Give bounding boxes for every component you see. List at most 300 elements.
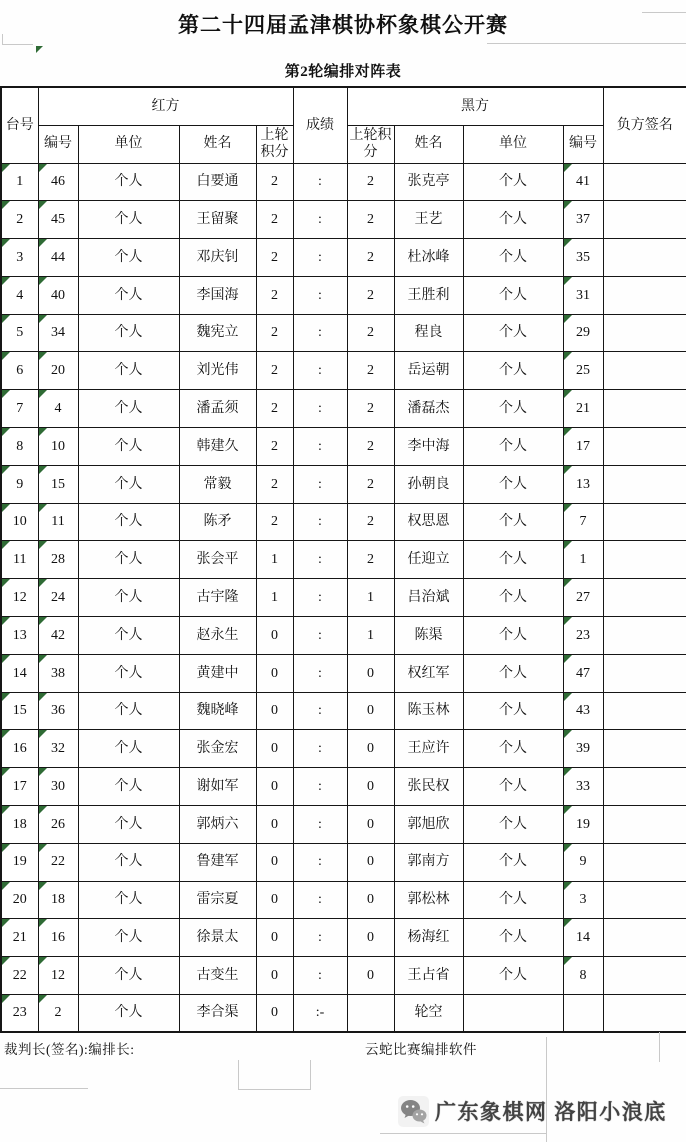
cell-table-no: 15 xyxy=(1,692,38,730)
cell-result: : xyxy=(293,919,347,957)
cell-black-name: 程良 xyxy=(394,314,463,352)
cell-black-name: 杜冰峰 xyxy=(394,239,463,277)
cell-black-name: 吕治斌 xyxy=(394,579,463,617)
cell-black-prev-score: 0 xyxy=(347,654,394,692)
cell-red-number: 45 xyxy=(38,201,78,239)
cell-red-name: 陈矛 xyxy=(179,503,256,541)
cell-black-prev-score: 2 xyxy=(347,276,394,314)
pairing-row xyxy=(1,617,686,655)
cell-red-unit: 个人 xyxy=(78,617,179,655)
cell-loser-signature xyxy=(603,352,686,390)
cell-black-unit: 个人 xyxy=(463,201,563,239)
scan-artifact-line xyxy=(659,1032,660,1062)
cell-black-number: 1 xyxy=(563,541,603,579)
scan-artifact-line xyxy=(380,1133,546,1134)
cell-black-number: 9 xyxy=(563,843,603,881)
cell-black-name: 张民权 xyxy=(394,768,463,806)
footer-judge-line: 裁判长(签名):编排长: xyxy=(4,1042,135,1057)
cell-result: : xyxy=(293,428,347,466)
cell-red-number: 26 xyxy=(38,806,78,844)
cell-black-name: 郭南方 xyxy=(394,843,463,881)
cell-black-unit: 个人 xyxy=(463,428,563,466)
pairing-row xyxy=(1,654,686,692)
cell-loser-signature xyxy=(603,806,686,844)
cell-table-no: 4 xyxy=(1,276,38,314)
cell-loser-signature xyxy=(603,503,686,541)
cell-table-no: 11 xyxy=(1,541,38,579)
cell-table-no: 19 xyxy=(1,843,38,881)
cell-red-name: 韩建久 xyxy=(179,428,256,466)
cell-black-prev-score: 0 xyxy=(347,692,394,730)
cell-table-no: 1 xyxy=(1,163,38,201)
header-red-number: 编号 xyxy=(38,125,78,163)
cell-result: : xyxy=(293,692,347,730)
cell-loser-signature xyxy=(603,314,686,352)
cell-result: :- xyxy=(293,995,347,1033)
cell-red-name: 郭炳六 xyxy=(179,806,256,844)
cell-red-number: 40 xyxy=(38,276,78,314)
cell-red-unit: 个人 xyxy=(78,995,179,1033)
cell-table-no: 6 xyxy=(1,352,38,390)
cell-black-prev-score: 2 xyxy=(347,201,394,239)
wechat-icon xyxy=(398,1096,429,1127)
cell-loser-signature xyxy=(603,239,686,277)
cell-red-number: 28 xyxy=(38,541,78,579)
pairing-row xyxy=(1,201,686,239)
cell-black-name: 陈玉林 xyxy=(394,692,463,730)
cell-red-unit: 个人 xyxy=(78,428,179,466)
pairing-row xyxy=(1,881,686,919)
cell-red-name: 雷宗夏 xyxy=(179,881,256,919)
cell-black-prev-score: 0 xyxy=(347,806,394,844)
pairing-row xyxy=(1,428,686,466)
cell-red-unit: 个人 xyxy=(78,541,179,579)
cell-red-prev-score: 0 xyxy=(256,919,293,957)
pairing-row xyxy=(1,314,686,352)
cell-red-name: 李合渠 xyxy=(179,995,256,1033)
cell-red-prev-score: 0 xyxy=(256,654,293,692)
cell-red-number: 44 xyxy=(38,239,78,277)
scan-artifact-line xyxy=(310,1060,311,1089)
pairing-row xyxy=(1,579,686,617)
cell-result: : xyxy=(293,390,347,428)
cell-red-prev-score: 1 xyxy=(256,579,293,617)
pairing-row xyxy=(1,239,686,277)
cell-red-number: 30 xyxy=(38,768,78,806)
cell-red-number: 38 xyxy=(38,654,78,692)
cell-black-prev-score: 2 xyxy=(347,428,394,466)
cell-black-number: 29 xyxy=(563,314,603,352)
cell-red-number: 16 xyxy=(38,919,78,957)
cell-black-unit: 个人 xyxy=(463,881,563,919)
cell-red-prev-score: 2 xyxy=(256,163,293,201)
cell-result: : xyxy=(293,806,347,844)
cell-red-unit: 个人 xyxy=(78,352,179,390)
cell-result: : xyxy=(293,503,347,541)
cell-red-name: 李国海 xyxy=(179,276,256,314)
footer-software-credit: 云蛇比赛编排软件 xyxy=(365,1042,477,1057)
cell-black-unit: 个人 xyxy=(463,352,563,390)
header-black-unit: 单位 xyxy=(463,125,563,163)
pairing-row xyxy=(1,163,686,201)
cell-loser-signature xyxy=(603,541,686,579)
cell-red-number: 24 xyxy=(38,579,78,617)
cell-table-no: 5 xyxy=(1,314,38,352)
cell-red-prev-score: 2 xyxy=(256,503,293,541)
cell-black-number: 25 xyxy=(563,352,603,390)
cell-table-no: 9 xyxy=(1,465,38,503)
cell-red-number: 10 xyxy=(38,428,78,466)
cell-table-no: 18 xyxy=(1,806,38,844)
cell-red-name: 黄建中 xyxy=(179,654,256,692)
cell-result: : xyxy=(293,579,347,617)
pairing-row xyxy=(1,768,686,806)
cell-red-prev-score: 0 xyxy=(256,768,293,806)
header-red-prev-score: 上轮积分 xyxy=(256,125,293,163)
cell-black-number: 23 xyxy=(563,617,603,655)
pairing-row xyxy=(1,957,686,995)
cell-black-unit: 个人 xyxy=(463,692,563,730)
cell-black-number: 43 xyxy=(563,692,603,730)
cell-red-prev-score: 0 xyxy=(256,957,293,995)
cell-result: : xyxy=(293,617,347,655)
cell-black-unit: 个人 xyxy=(463,579,563,617)
cell-result: : xyxy=(293,276,347,314)
cell-loser-signature xyxy=(603,201,686,239)
cell-table-no: 14 xyxy=(1,654,38,692)
cell-black-name: 岳运朝 xyxy=(394,352,463,390)
cell-red-unit: 个人 xyxy=(78,806,179,844)
cell-loser-signature xyxy=(603,163,686,201)
cell-loser-signature xyxy=(603,617,686,655)
cell-black-name: 王占省 xyxy=(394,957,463,995)
pairing-row xyxy=(1,276,686,314)
cell-black-prev-score: 2 xyxy=(347,163,394,201)
cell-black-number: 39 xyxy=(563,730,603,768)
cell-black-prev-score: 1 xyxy=(347,579,394,617)
cell-black-unit: 个人 xyxy=(463,768,563,806)
cell-table-no: 13 xyxy=(1,617,38,655)
cell-red-unit: 个人 xyxy=(78,579,179,617)
cell-black-name: 李中海 xyxy=(394,428,463,466)
header-red-name: 姓名 xyxy=(179,125,256,163)
pairing-row xyxy=(1,995,686,1033)
cell-black-prev-score: 0 xyxy=(347,881,394,919)
cell-red-name: 赵永生 xyxy=(179,617,256,655)
cell-table-no: 22 xyxy=(1,957,38,995)
cell-red-unit: 个人 xyxy=(78,201,179,239)
cell-loser-signature xyxy=(603,730,686,768)
cell-red-prev-score: 0 xyxy=(256,806,293,844)
cell-table-no: 17 xyxy=(1,768,38,806)
header-table-no: 台号 xyxy=(1,87,38,163)
cell-red-prev-score: 0 xyxy=(256,692,293,730)
cell-table-no: 12 xyxy=(1,579,38,617)
cell-red-unit: 个人 xyxy=(78,654,179,692)
cell-black-number: 37 xyxy=(563,201,603,239)
pairing-row xyxy=(1,692,686,730)
cell-black-number xyxy=(563,995,603,1033)
pairing-row xyxy=(1,919,686,957)
cell-red-name: 鲁建军 xyxy=(179,843,256,881)
cell-black-name: 郭旭欣 xyxy=(394,806,463,844)
cell-black-number: 7 xyxy=(563,503,603,541)
cell-red-prev-score: 2 xyxy=(256,352,293,390)
cell-black-name: 郭松林 xyxy=(394,881,463,919)
cell-table-no: 2 xyxy=(1,201,38,239)
pairing-row xyxy=(1,806,686,844)
cell-loser-signature xyxy=(603,957,686,995)
cell-table-no: 3 xyxy=(1,239,38,277)
scan-artifact-line xyxy=(0,1088,88,1089)
cell-loser-signature xyxy=(603,692,686,730)
cell-red-unit: 个人 xyxy=(78,768,179,806)
pairing-table xyxy=(0,86,686,1033)
cell-red-name: 徐景太 xyxy=(179,919,256,957)
cell-loser-signature xyxy=(603,276,686,314)
cell-red-name: 古宇隆 xyxy=(179,579,256,617)
cell-black-number: 13 xyxy=(563,465,603,503)
cell-table-no: 20 xyxy=(1,881,38,919)
cell-result: : xyxy=(293,163,347,201)
cell-loser-signature xyxy=(603,654,686,692)
pairing-row xyxy=(1,352,686,390)
watermark-text: 广东象棋网 洛阳小浪底 xyxy=(435,1100,667,1124)
scan-artifact-line xyxy=(487,43,686,44)
cell-red-name: 魏晓峰 xyxy=(179,692,256,730)
cell-black-number: 3 xyxy=(563,881,603,919)
cell-red-number: 20 xyxy=(38,352,78,390)
cell-red-name: 古变生 xyxy=(179,957,256,995)
cell-red-number: 15 xyxy=(38,465,78,503)
cell-result: : xyxy=(293,730,347,768)
cell-black-prev-score: 2 xyxy=(347,352,394,390)
cell-red-unit: 个人 xyxy=(78,843,179,881)
cell-result: : xyxy=(293,843,347,881)
cell-result: : xyxy=(293,465,347,503)
cell-loser-signature xyxy=(603,579,686,617)
pairing-row xyxy=(1,465,686,503)
cell-red-number: 46 xyxy=(38,163,78,201)
cell-black-unit: 个人 xyxy=(463,730,563,768)
cell-black-name: 潘磊杰 xyxy=(394,390,463,428)
cell-red-unit: 个人 xyxy=(78,957,179,995)
header-row-groups xyxy=(1,87,686,125)
cell-red-prev-score: 2 xyxy=(256,390,293,428)
cell-black-name: 权红军 xyxy=(394,654,463,692)
cell-black-unit xyxy=(463,995,563,1033)
cell-black-prev-score: 2 xyxy=(347,503,394,541)
cell-black-name: 孙朝良 xyxy=(394,465,463,503)
cell-red-prev-score: 2 xyxy=(256,201,293,239)
cell-red-unit: 个人 xyxy=(78,390,179,428)
cell-red-unit: 个人 xyxy=(78,919,179,957)
cell-red-name: 张会平 xyxy=(179,541,256,579)
cell-loser-signature xyxy=(603,919,686,957)
cell-red-name: 王留聚 xyxy=(179,201,256,239)
cell-black-number: 47 xyxy=(563,654,603,692)
pairing-row xyxy=(1,843,686,881)
cell-black-prev-score: 0 xyxy=(347,768,394,806)
pairing-row xyxy=(1,730,686,768)
cell-black-number: 8 xyxy=(563,957,603,995)
cell-black-name: 杨海红 xyxy=(394,919,463,957)
cell-red-name: 张金宏 xyxy=(179,730,256,768)
cell-red-number: 4 xyxy=(38,390,78,428)
cell-black-prev-score: 0 xyxy=(347,919,394,957)
cell-red-prev-score: 2 xyxy=(256,428,293,466)
cell-black-prev-score: 2 xyxy=(347,465,394,503)
cell-table-no: 10 xyxy=(1,503,38,541)
cell-loser-signature xyxy=(603,390,686,428)
cell-result: : xyxy=(293,201,347,239)
cell-red-unit: 个人 xyxy=(78,239,179,277)
cell-red-prev-score: 1 xyxy=(256,541,293,579)
cell-black-number: 35 xyxy=(563,239,603,277)
cell-black-name: 任迎立 xyxy=(394,541,463,579)
cell-black-name: 王胜利 xyxy=(394,276,463,314)
cell-red-unit: 个人 xyxy=(78,730,179,768)
cell-result: : xyxy=(293,314,347,352)
header-black-prev-score: 上轮积分 xyxy=(347,125,394,163)
cell-black-unit: 个人 xyxy=(463,957,563,995)
cell-black-number: 31 xyxy=(563,276,603,314)
scan-artifact-line xyxy=(238,1060,239,1089)
cell-result: : xyxy=(293,239,347,277)
cell-black-number: 33 xyxy=(563,768,603,806)
cell-red-name: 常毅 xyxy=(179,465,256,503)
pairing-row xyxy=(1,390,686,428)
cell-table-no: 21 xyxy=(1,919,38,957)
cell-red-prev-score: 0 xyxy=(256,995,293,1033)
cell-red-number: 36 xyxy=(38,692,78,730)
cell-black-unit: 个人 xyxy=(463,919,563,957)
header-black-name: 姓名 xyxy=(394,125,463,163)
header-black-number: 编号 xyxy=(563,125,603,163)
cell-red-unit: 个人 xyxy=(78,276,179,314)
cell-red-prev-score: 2 xyxy=(256,239,293,277)
cell-black-number: 17 xyxy=(563,428,603,466)
cell-loser-signature xyxy=(603,428,686,466)
cell-red-prev-score: 2 xyxy=(256,276,293,314)
cell-black-prev-score: 1 xyxy=(347,617,394,655)
cell-red-unit: 个人 xyxy=(78,163,179,201)
cell-black-unit: 个人 xyxy=(463,390,563,428)
cell-red-number: 42 xyxy=(38,617,78,655)
header-result: 成绩 xyxy=(293,87,347,163)
cell-black-unit: 个人 xyxy=(463,465,563,503)
cell-red-number: 18 xyxy=(38,881,78,919)
pairing-row xyxy=(1,503,686,541)
cell-black-unit: 个人 xyxy=(463,503,563,541)
cell-table-no: 16 xyxy=(1,730,38,768)
cell-red-prev-score: 0 xyxy=(256,843,293,881)
cell-red-name: 邓庆钊 xyxy=(179,239,256,277)
cell-black-prev-score: 2 xyxy=(347,314,394,352)
cell-red-name: 魏宪立 xyxy=(179,314,256,352)
cell-black-prev-score: 0 xyxy=(347,957,394,995)
cell-black-unit: 个人 xyxy=(463,806,563,844)
cell-black-name: 张克亭 xyxy=(394,163,463,201)
cell-red-unit: 个人 xyxy=(78,881,179,919)
cell-black-prev-score: 2 xyxy=(347,239,394,277)
cell-black-unit: 个人 xyxy=(463,276,563,314)
cell-red-prev-score: 0 xyxy=(256,881,293,919)
cell-black-name: 轮空 xyxy=(394,995,463,1033)
cell-black-name: 权思恩 xyxy=(394,503,463,541)
pairing-table-body xyxy=(1,163,686,1032)
cell-black-unit: 个人 xyxy=(463,541,563,579)
cell-black-number: 14 xyxy=(563,919,603,957)
cell-red-number: 2 xyxy=(38,995,78,1033)
cell-loser-signature xyxy=(603,768,686,806)
cell-red-unit: 个人 xyxy=(78,692,179,730)
cell-loser-signature xyxy=(603,843,686,881)
header-red-side: 红方 xyxy=(38,87,293,125)
cell-black-unit: 个人 xyxy=(463,239,563,277)
cell-red-prev-score: 2 xyxy=(256,465,293,503)
cell-red-name: 潘孟须 xyxy=(179,390,256,428)
cell-table-no: 8 xyxy=(1,428,38,466)
cell-black-name: 王应许 xyxy=(394,730,463,768)
pairing-table-header xyxy=(1,87,686,163)
cell-red-unit: 个人 xyxy=(78,503,179,541)
cell-black-prev-score: 2 xyxy=(347,541,394,579)
cell-result: : xyxy=(293,881,347,919)
cell-black-unit: 个人 xyxy=(463,163,563,201)
cell-black-prev-score: 0 xyxy=(347,843,394,881)
cell-red-number: 34 xyxy=(38,314,78,352)
cell-red-number: 12 xyxy=(38,957,78,995)
cell-red-unit: 个人 xyxy=(78,465,179,503)
scan-artifact-line xyxy=(238,1089,311,1090)
cell-red-number: 11 xyxy=(38,503,78,541)
cell-result: : xyxy=(293,957,347,995)
cell-result: : xyxy=(293,352,347,390)
cell-black-unit: 个人 xyxy=(463,843,563,881)
cell-black-number: 41 xyxy=(563,163,603,201)
cell-black-number: 21 xyxy=(563,390,603,428)
cell-black-name: 陈渠 xyxy=(394,617,463,655)
header-black-side: 黑方 xyxy=(347,87,603,125)
cell-red-name: 谢如军 xyxy=(179,768,256,806)
cell-table-no: 23 xyxy=(1,995,38,1033)
cell-loser-signature xyxy=(603,881,686,919)
cell-red-name: 白要通 xyxy=(179,163,256,201)
header-loser-signature: 负方签名 xyxy=(603,87,686,163)
cell-result: : xyxy=(293,768,347,806)
cell-loser-signature xyxy=(603,465,686,503)
cell-red-prev-score: 0 xyxy=(256,730,293,768)
cell-black-prev-score xyxy=(347,995,394,1033)
cell-red-prev-score: 2 xyxy=(256,314,293,352)
cell-result: : xyxy=(293,541,347,579)
cell-black-unit: 个人 xyxy=(463,654,563,692)
cell-black-unit: 个人 xyxy=(463,314,563,352)
cell-loser-signature xyxy=(603,995,686,1033)
scan-artifact-green-triangle xyxy=(36,46,43,53)
cell-red-prev-score: 0 xyxy=(256,617,293,655)
cell-black-unit: 个人 xyxy=(463,617,563,655)
page-title: 第二十四届孟津棋协杯象棋公开赛 xyxy=(178,13,508,37)
pairing-row xyxy=(1,541,686,579)
cell-black-name: 王艺 xyxy=(394,201,463,239)
round-subtitle: 第2轮编排对阵表 xyxy=(284,64,402,80)
watermark xyxy=(398,1094,667,1128)
cell-black-prev-score: 2 xyxy=(347,390,394,428)
cell-red-unit: 个人 xyxy=(78,314,179,352)
cell-table-no: 7 xyxy=(1,390,38,428)
